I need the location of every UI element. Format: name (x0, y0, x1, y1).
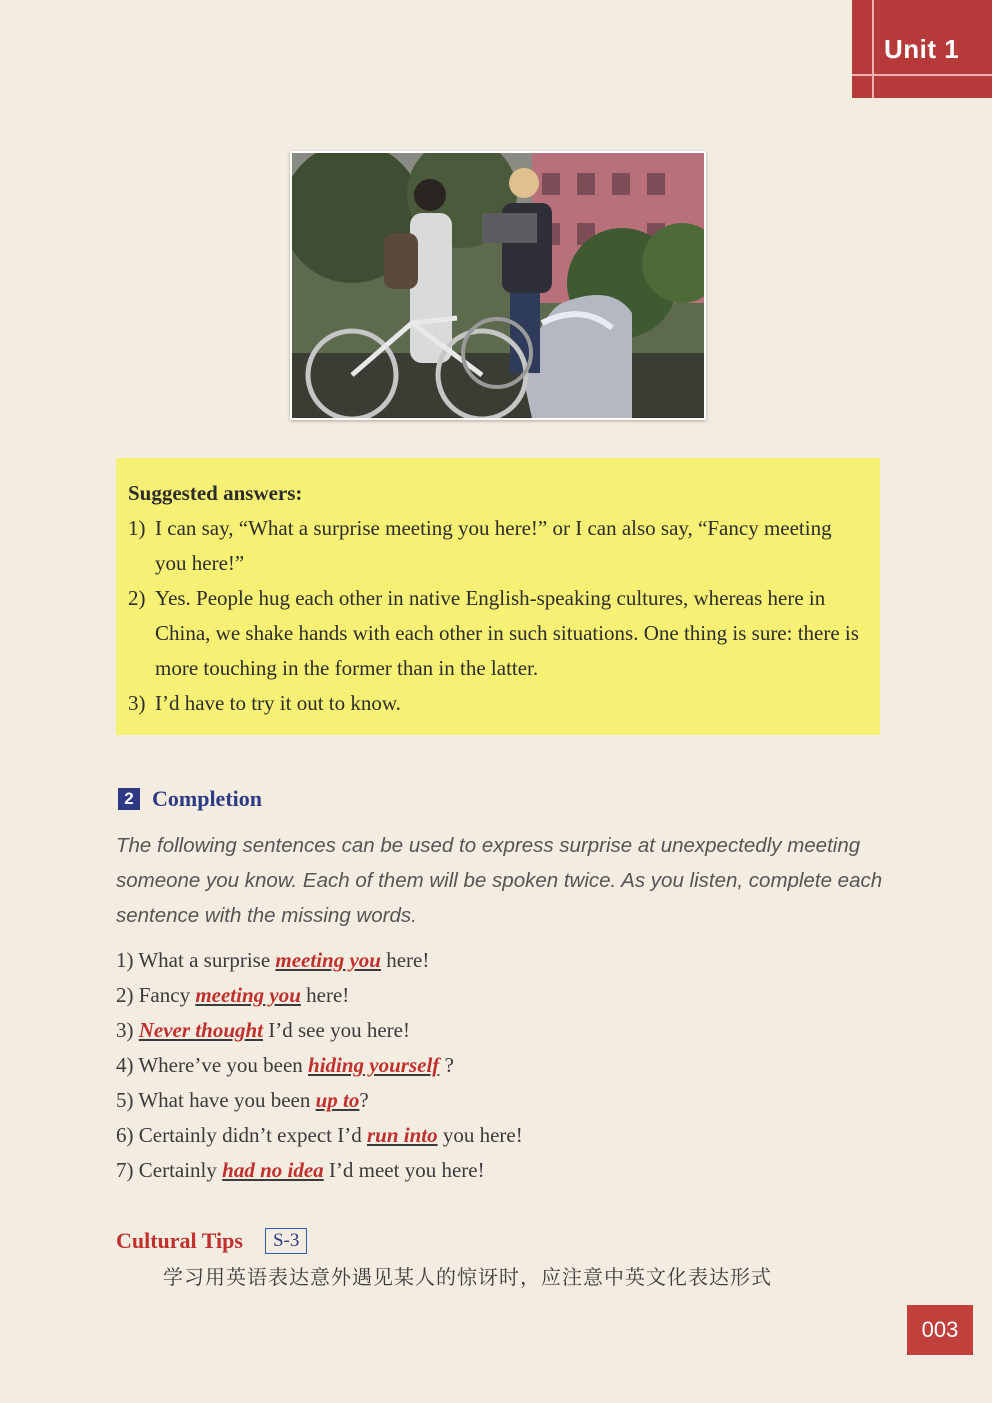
unit-tab (852, 0, 992, 98)
sentence-start: 2) Fancy (116, 983, 196, 1007)
audio-track-badge: S-3 (265, 1228, 307, 1254)
sentence-end: you here! (437, 1123, 523, 1147)
sentence-end: I’d meet you here! (323, 1158, 485, 1182)
cultural-tips-title: Cultural Tips (116, 1228, 243, 1253)
sentence-start: 6) Certainly didn’t expect I’d (116, 1123, 367, 1147)
list-item (116, 943, 886, 978)
list-item (116, 1153, 886, 1188)
photo-illustration (292, 153, 704, 418)
answer-item (128, 686, 868, 721)
filled-answer: hiding yourself (308, 1053, 440, 1077)
answer-text: I’d have to try it out to know. (155, 691, 401, 715)
sentence-end: here! (380, 948, 430, 972)
sentence-end: I’d see you here! (263, 1018, 410, 1042)
sentence-start: 1) What a surprise (116, 948, 276, 972)
answer-item (128, 511, 868, 581)
suggested-answers-heading: Suggested answers: (128, 481, 303, 505)
filled-answer: run into (366, 1123, 438, 1147)
tab-divider-vertical (872, 0, 874, 98)
filled-answer: meeting you (195, 983, 301, 1007)
cultural-tips-text: 学习用英语表达意外遇见某人的惊讶时，应注意中英文化表达形式 (163, 1265, 772, 1289)
answer-number: 1) (128, 516, 146, 540)
filled-answer: meeting you (275, 948, 381, 972)
sentence-end: ? (439, 1053, 454, 1077)
filled-answer: had no idea (222, 1158, 324, 1182)
answer-number: 2) (128, 586, 146, 610)
list-item (116, 1013, 886, 1048)
sentence-end: here! (300, 983, 350, 1007)
unit-label: Unit 1 (884, 34, 960, 64)
suggested-answers-box (116, 458, 880, 735)
page-number: 003 (907, 1305, 973, 1355)
list-item (116, 978, 886, 1013)
answer-item (128, 581, 868, 686)
filled-answer: Never thought (138, 1018, 264, 1042)
completion-list (116, 943, 886, 1188)
section-number-badge: 2 (118, 788, 140, 810)
completion-instructions: The following sentences can be used to express surprise at unexpectedly meeting someone you know. Each of them will be spoken twice. As you listen, complete each sentence with the missing words. (116, 834, 883, 927)
list-item (116, 1083, 886, 1118)
sentence-start: 4) Where’ve you been (116, 1053, 309, 1077)
list-item (116, 1118, 886, 1153)
sentence-start: 7) Certainly (116, 1158, 223, 1182)
sentence-end: ? (359, 1088, 369, 1112)
list-item (116, 1048, 886, 1083)
sentence-start: 3) (116, 1018, 139, 1042)
section-title: Completion (152, 786, 262, 811)
photo-two-students-with-bicycles (290, 151, 706, 420)
completion-section-header (118, 786, 262, 812)
answer-number: 3) (128, 691, 146, 715)
answer-text: Yes. People hug each other in native English-speaking cultures, whereas here in China, we shake hands with each other in such situations. One thing is sure: there is more touching in the former than in the latter. (155, 586, 859, 680)
sentence-start: 5) What have you been (116, 1088, 316, 1112)
answer-text: I can say, “What a surprise meeting you here!” or I can also say, “Fancy meeting you here!” (155, 516, 832, 575)
cultural-tips-header (116, 1228, 307, 1254)
filled-answer: up to (315, 1088, 360, 1112)
